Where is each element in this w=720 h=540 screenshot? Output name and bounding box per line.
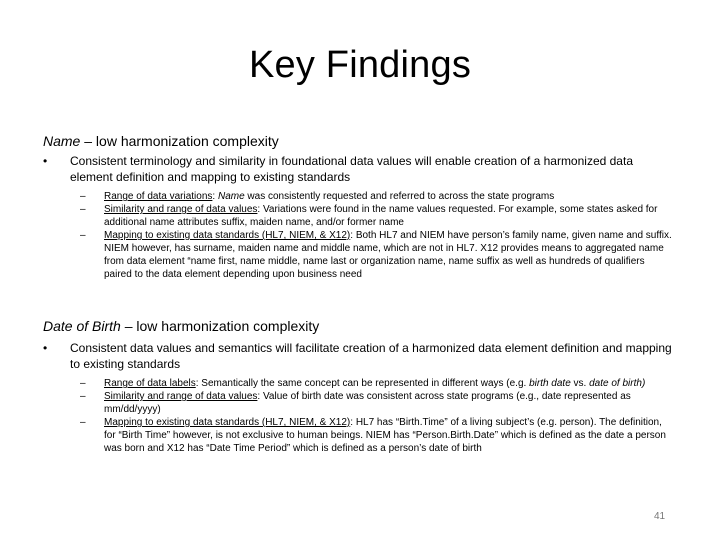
item-label: Similarity and range of data values bbox=[104, 204, 258, 215]
item-text: Semantically the same concept can be represented in different ways (e.g. bbox=[201, 378, 530, 389]
list-item bbox=[80, 377, 675, 390]
dash-icon: – bbox=[80, 204, 86, 215]
page-number: 41 bbox=[654, 511, 666, 522]
item-text: Both HL7 and NIEM have person’s family name, given name and suffix. NIEM however, has surname, maiden name and middle name, which are not in HL7. X12 provides means to aggregated name from data element “name first, name middle, name last or organization name, name suffix as well as hundreds of qualifiers paired to the data element depending upon business need bbox=[104, 230, 672, 280]
bullet-icon: • bbox=[43, 154, 48, 168]
item-italic: birth date bbox=[529, 378, 571, 389]
item-text: HL7 has “Birth.Time” of a living subject’s (e.g. person). The definition, for “Birth Time” however, is not exclusive to human beings. NIEM has “Person.Birth.Date” which is defined as the date a person was born and X12 has “Date Time Period” which is defined as a person’s date of birth bbox=[104, 417, 666, 454]
item-sep: : bbox=[212, 191, 218, 202]
section-heading-name bbox=[43, 133, 279, 150]
dash-icon: – bbox=[80, 191, 86, 202]
item-label: Mapping to existing data standards (HL7, NIEM, & X12) bbox=[104, 417, 351, 428]
item-label: Range of data variations bbox=[104, 191, 213, 202]
item-text: Variations were found in the name values requested. For example, some states asked for additional name attributes suffix, maiden name, and/or former name bbox=[104, 204, 658, 228]
bullet-icon: • bbox=[43, 341, 48, 355]
dash-icon: – bbox=[80, 391, 86, 402]
item-sep: : bbox=[257, 204, 263, 215]
section-heading-name-rest: – low harmonization complexity bbox=[80, 133, 279, 149]
slide-title: Key Findings bbox=[248, 44, 472, 86]
section-name-bullet-text: Consistent terminology and similarity in foundational data values will enable creation of a harmonized data element definition and mapping to existing standards bbox=[70, 154, 633, 184]
list-item bbox=[80, 190, 675, 203]
section-heading-name-italic: Name bbox=[43, 133, 81, 149]
section-heading-dob-italic: Date of Birth bbox=[43, 318, 121, 334]
list-item bbox=[80, 416, 675, 455]
item-mid: vs. bbox=[570, 378, 590, 389]
item-text: Value of birth date was consistent across state programs (e.g., date represented as mm/dd/yyyy) bbox=[104, 391, 631, 415]
item-label: Similarity and range of data values bbox=[104, 391, 258, 402]
section-dob-sub-list bbox=[80, 377, 675, 455]
section-name-sub-list bbox=[80, 190, 675, 281]
section-heading-dob bbox=[43, 318, 319, 335]
item-label: Mapping to existing data standards (HL7, NIEM, & X12) bbox=[104, 230, 351, 241]
item-sep: : bbox=[257, 391, 263, 402]
item-text: was consistently requested and referred to across the state programs bbox=[244, 191, 555, 202]
item-italic: date of birth) bbox=[589, 378, 646, 389]
list-item bbox=[80, 203, 675, 229]
list-item bbox=[80, 390, 675, 416]
list-item bbox=[80, 229, 675, 281]
item-sep: : bbox=[350, 230, 356, 241]
dash-icon: – bbox=[80, 378, 86, 389]
section-dob-bullet-text: Consistent data values and semantics will facilitate creation of a harmonized data element definition and mapping to existing standards bbox=[70, 341, 672, 371]
item-label: Range of data labels bbox=[104, 378, 196, 389]
dash-icon: – bbox=[80, 417, 86, 428]
item-italic: Name bbox=[217, 191, 245, 202]
item-sep: : bbox=[350, 417, 356, 428]
item-sep: : bbox=[195, 378, 202, 389]
section-heading-dob-rest: – low harmonization complexity bbox=[120, 318, 320, 334]
dash-icon: – bbox=[80, 230, 86, 241]
